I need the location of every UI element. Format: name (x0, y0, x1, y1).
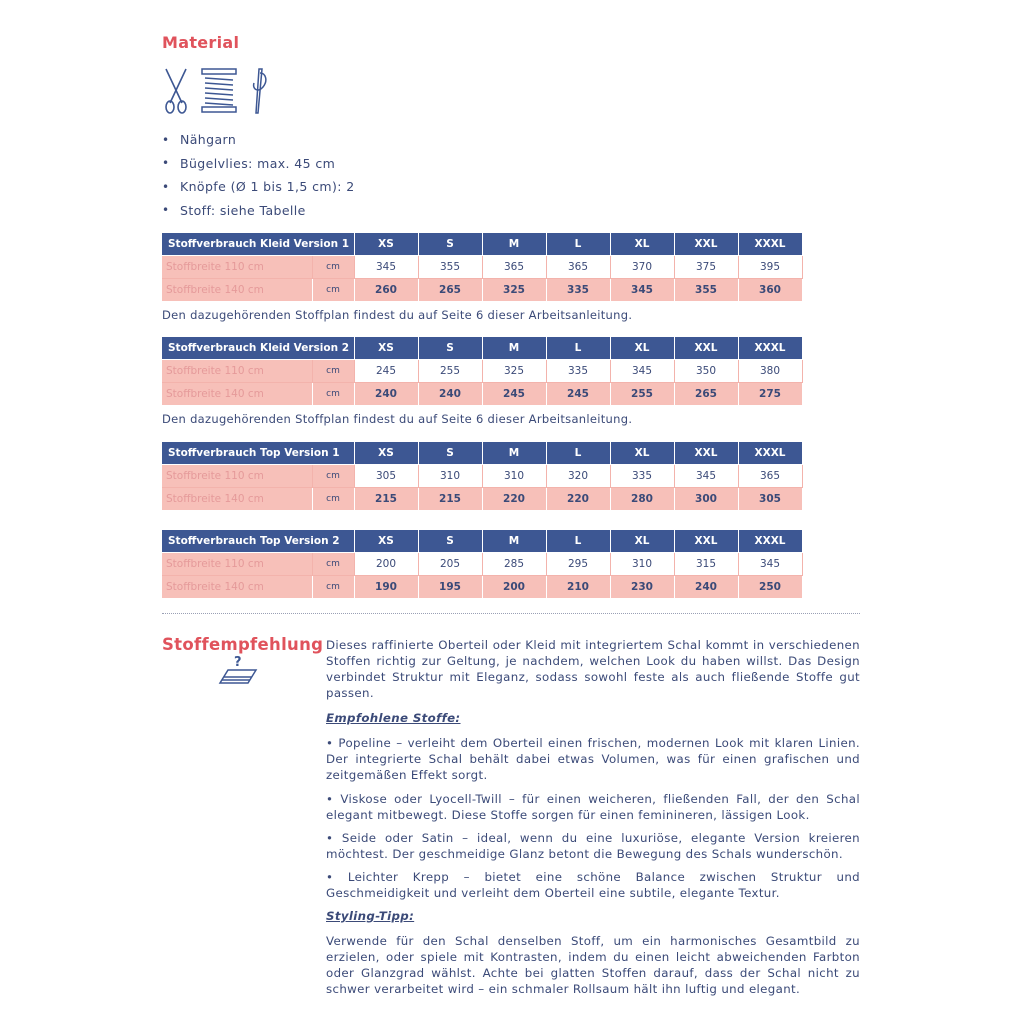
table-row (162, 256, 802, 279)
value-cell: 200 (354, 553, 418, 576)
section-divider (162, 613, 860, 614)
value-cell: 360 (738, 279, 802, 302)
row-label: Stoffbreite 110 cm (162, 553, 312, 576)
value-cell: 245 (482, 383, 546, 406)
value-cell: 285 (482, 553, 546, 576)
value-cell: 295 (546, 553, 610, 576)
size-header: XXL (674, 530, 738, 553)
needle-icon (254, 69, 266, 113)
row-label: Stoffbreite 110 cm (162, 256, 312, 279)
value-cell: 355 (674, 279, 738, 302)
size-header: XXXL (738, 233, 802, 256)
recommended-item: • Seide oder Satin – ideal, wenn du eine luxuriöse, elegante Version kreieren möchtest. Der geschmeidige Glanz betont die Bewegung des Schals wunderschön. (326, 831, 860, 861)
scissors-icon (166, 69, 186, 113)
size-header: L (546, 530, 610, 553)
unit-cell: cm (312, 488, 354, 511)
fabric-usage-table (162, 530, 803, 599)
value-cell: 315 (674, 553, 738, 576)
size-header: L (546, 442, 610, 465)
value-cell: 220 (546, 488, 610, 511)
value-cell: 240 (354, 383, 418, 406)
table-title: Stoffverbrauch Kleid Version 2 (162, 337, 354, 360)
size-header: XXXL (738, 337, 802, 360)
unit-cell: cm (312, 279, 354, 302)
value-cell: 365 (482, 256, 546, 279)
value-cell: 365 (738, 465, 802, 488)
fabric-usage-table (162, 233, 803, 302)
value-cell: 345 (610, 360, 674, 383)
value-cell: 325 (482, 360, 546, 383)
size-header: XXL (674, 337, 738, 360)
value-cell: 345 (674, 465, 738, 488)
thread-spool-icon (202, 69, 236, 112)
value-cell: 220 (482, 488, 546, 511)
size-header: XS (354, 530, 418, 553)
list-item: • Stoff: siehe Tabelle (162, 202, 306, 218)
value-cell: 245 (546, 383, 610, 406)
value-cell: 275 (738, 383, 802, 406)
size-header: XS (354, 442, 418, 465)
value-cell: 215 (354, 488, 418, 511)
size-header: XL (610, 337, 674, 360)
unit-cell: cm (312, 383, 354, 406)
value-cell: 305 (738, 488, 802, 511)
value-cell: 255 (610, 383, 674, 406)
fabric-usage-table (162, 442, 803, 511)
value-cell: 380 (738, 360, 802, 383)
fabric-usage-table (162, 337, 803, 406)
size-header: M (482, 442, 546, 465)
table-row (162, 279, 802, 302)
table-title: Stoffverbrauch Kleid Version 1 (162, 233, 354, 256)
value-cell: 240 (674, 576, 738, 599)
recommended-item: • Leichter Krepp – bietet eine schöne Balance zwischen Struktur und Geschmeidigkeit und verleiht dem Oberteil eine subtile, elegante Textur. (326, 870, 860, 900)
fabric-question-icon (216, 652, 260, 686)
value-cell: 280 (610, 488, 674, 511)
list-item: • Nähgarn (162, 132, 237, 148)
size-header: XXL (674, 442, 738, 465)
size-header: S (418, 530, 482, 553)
recommended-heading: Empfohlene Stoffe: (326, 711, 461, 725)
value-cell: 345 (738, 553, 802, 576)
value-cell: 260 (354, 279, 418, 302)
value-cell: 200 (482, 576, 546, 599)
size-header: XS (354, 337, 418, 360)
table-row (162, 553, 802, 576)
material-list (162, 128, 355, 222)
size-header: XS (354, 233, 418, 256)
value-cell: 310 (482, 465, 546, 488)
size-header: XXXL (738, 442, 802, 465)
row-label: Stoffbreite 140 cm (162, 576, 312, 599)
material-heading: Material (162, 33, 240, 52)
row-label: Stoffbreite 110 cm (162, 360, 312, 383)
value-cell: 265 (418, 279, 482, 302)
value-cell: 350 (674, 360, 738, 383)
table-title: Stoffverbrauch Top Version 1 (162, 442, 354, 465)
table-row (162, 383, 802, 406)
size-header: S (418, 337, 482, 360)
value-cell: 210 (546, 576, 610, 599)
size-header: M (482, 233, 546, 256)
list-item: • Bügelvlies: max. 45 cm (162, 155, 336, 171)
recommended-item: • Viskose oder Lyocell-Twill – für einen weicheren, fließenden Fall, der den Schal elegant mitbewegt. Diese Stoffe sorgen für einen feminineren, lässigen Look. (326, 792, 860, 822)
material-icons (162, 67, 274, 115)
table-row (162, 488, 802, 511)
value-cell: 345 (354, 256, 418, 279)
intro-paragraph: Dieses raffinierte Oberteil oder Kleid mit integriertem Schal kommt in verschiedenen Stoffen richtig zur Geltung, je nachdem, welchen Look du haben willst. Das Design verbindet Struktur mit Eleganz, sodass sowohl feste als auch fließende Stoffe gut passen. (326, 638, 860, 700)
size-header: XXL (674, 233, 738, 256)
value-cell: 190 (354, 576, 418, 599)
table-title: Stoffverbrauch Top Version 2 (162, 530, 354, 553)
value-cell: 250 (738, 576, 802, 599)
value-cell: 355 (418, 256, 482, 279)
value-cell: 215 (418, 488, 482, 511)
value-cell: 305 (354, 465, 418, 488)
stoffplan-note-2: Den dazugehörenden Stoffplan findest du auf Seite 6 dieser Arbeitsanleitung. (162, 412, 633, 426)
svg-text:?: ? (234, 655, 242, 670)
styling-heading: Styling-Tipp: (326, 909, 415, 923)
recommendation-body (326, 637, 860, 997)
size-header: S (418, 442, 482, 465)
unit-cell: cm (312, 553, 354, 576)
size-header: M (482, 530, 546, 553)
unit-cell: cm (312, 360, 354, 383)
value-cell: 320 (546, 465, 610, 488)
row-label: Stoffbreite 110 cm (162, 465, 312, 488)
stoffplan-note-1: Den dazugehörenden Stoffplan findest du auf Seite 6 dieser Arbeitsanleitung. (162, 308, 633, 322)
value-cell: 375 (674, 256, 738, 279)
unit-cell: cm (312, 576, 354, 599)
row-label: Stoffbreite 140 cm (162, 383, 312, 406)
table-row (162, 576, 802, 599)
size-header: XL (610, 442, 674, 465)
list-item: • Knöpfe (Ø 1 bis 1,5 cm): 2 (162, 179, 355, 195)
table-row (162, 360, 802, 383)
value-cell: 365 (546, 256, 610, 279)
row-label: Stoffbreite 140 cm (162, 279, 312, 302)
value-cell: 255 (418, 360, 482, 383)
size-header: XXXL (738, 530, 802, 553)
table-row (162, 465, 802, 488)
value-cell: 265 (674, 383, 738, 406)
size-header: L (546, 233, 610, 256)
value-cell: 370 (610, 256, 674, 279)
value-cell: 310 (610, 553, 674, 576)
value-cell: 195 (418, 576, 482, 599)
size-header: L (546, 337, 610, 360)
size-header: S (418, 233, 482, 256)
value-cell: 230 (610, 576, 674, 599)
size-header: M (482, 337, 546, 360)
value-cell: 310 (418, 465, 482, 488)
size-header: XL (610, 233, 674, 256)
value-cell: 335 (546, 360, 610, 383)
recommended-item: • Popeline – verleiht dem Oberteil einen frischen, modernen Look mit klaren Linien. Der integrierte Schal behält dabei etwas Volumen, was für einen grafischen und zeitgemäßen Effekt sorgt. (326, 736, 860, 782)
value-cell: 205 (418, 553, 482, 576)
value-cell: 325 (482, 279, 546, 302)
value-cell: 245 (354, 360, 418, 383)
value-cell: 395 (738, 256, 802, 279)
value-cell: 335 (610, 465, 674, 488)
value-cell: 300 (674, 488, 738, 511)
value-cell: 345 (610, 279, 674, 302)
value-cell: 240 (418, 383, 482, 406)
row-label: Stoffbreite 140 cm (162, 488, 312, 511)
unit-cell: cm (312, 465, 354, 488)
recommendation-heading: Stoffempfehlung (162, 635, 324, 654)
styling-paragraph: Verwende für den Schal denselben Stoff, um ein harmonisches Gesamtbild zu erzielen, oder spiele mit Kontrasten, indem du einen leicht abweichenden Farbton oder Glanzgrad wählst. Achte bei glatten Stoffen darauf, dass der Schal nicht zu schwer verarbeitet wird – ein schmaler Rollsaum hält ihn luftig und elegant. (326, 934, 860, 996)
value-cell: 335 (546, 279, 610, 302)
size-header: XL (610, 530, 674, 553)
unit-cell: cm (312, 256, 354, 279)
